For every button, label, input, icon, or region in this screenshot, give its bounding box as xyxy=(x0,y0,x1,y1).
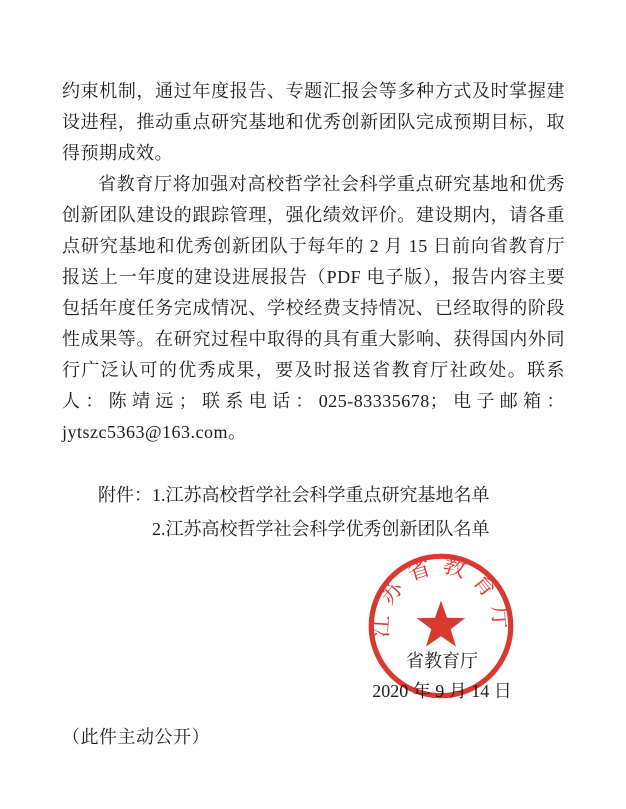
seal-text-path: 江苏省教育厅 xyxy=(367,552,515,639)
issuer-name: 省教育厅 xyxy=(406,651,478,671)
signature-block xyxy=(362,646,522,706)
attachment-line-1 xyxy=(98,478,565,512)
document-body xyxy=(62,76,565,753)
attachment-item-1: 1.江苏高校哲学社会科学重点研究基地名单 xyxy=(152,485,490,505)
attachments-block xyxy=(62,478,565,546)
issue-date: 2020 年 9 月 14 日 xyxy=(372,681,512,701)
attachments-label: 附件： xyxy=(98,485,152,505)
paragraph-management: 省教育厅将加强对高校哲学社会科学重点研究基地和优秀创新团队建设的跟踪管理，强化绩效评价。建设期内，请各重点研究基地和优秀创新团队于每年的 2 月 15 日前向省教育厅报送上一年度的建设进展报告（PDF 电子版），报告内容主要包括年度任务完成情况、学校经费支持情况、已经取得的阶段性成果等。在研究过程中取得的具有重大影响、获得国内外同行广泛认可的优秀成果，要及时报送省教育厅社政处。联系人：陈靖远；联系电话：025-83335678；电子邮箱：jytszc5363@163.com。 xyxy=(62,174,565,442)
attachment-line-2 xyxy=(152,512,565,546)
paragraph-continuation: 约束机制，通过年度报告、专题汇报会等多种方式及时掌握建设进程，推动重点研究基地和优秀创新团队完成预期目标，取得预期成效。 xyxy=(62,81,565,163)
attachment-item-2: 2.江苏高校哲学社会科学优秀创新团队名单 xyxy=(152,519,490,539)
public-disclosure-note: （此件主动公开） xyxy=(62,727,210,747)
